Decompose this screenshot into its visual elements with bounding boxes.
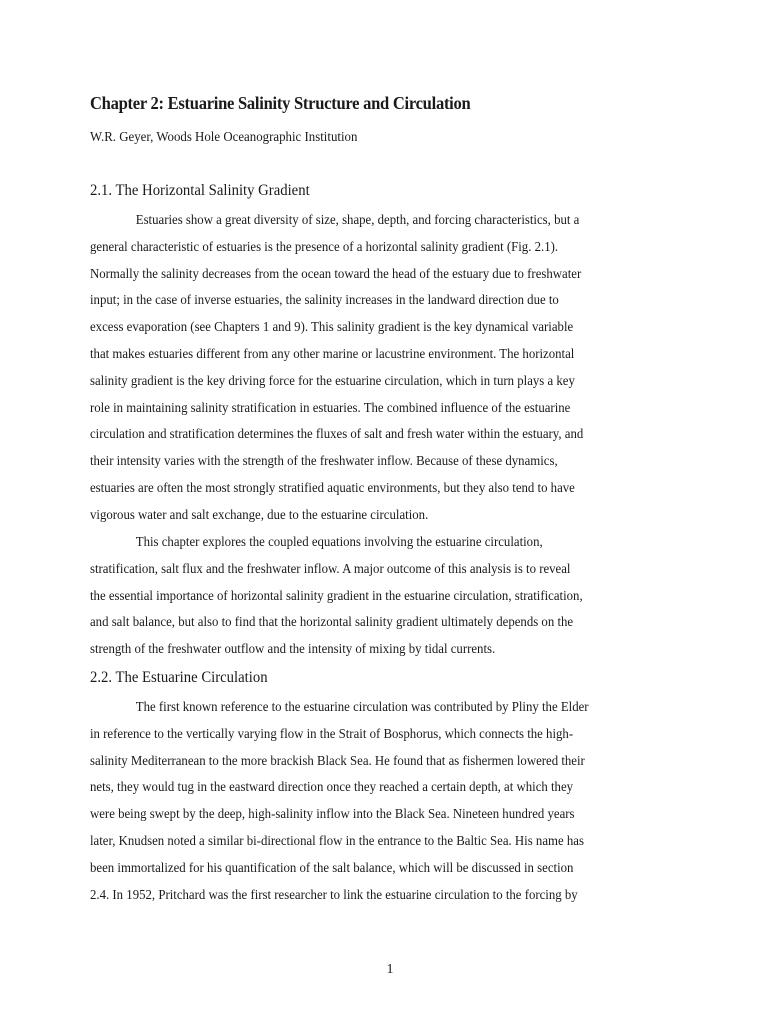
paragraph-line: This chapter explores the coupled equations involving the estuarine circulation, bbox=[135, 535, 543, 550]
paragraph-2-1-b bbox=[90, 530, 682, 664]
paragraph-line: Normally the salinity decreases from the ocean toward the head of the estuary due to freshwater bbox=[90, 266, 582, 282]
paragraph-line: been immortalized for his quantification of the salt balance, which will be discussed in section bbox=[90, 860, 574, 876]
paragraph-line: circulation and stratification determines the fluxes of salt and fresh water within the estuary, and bbox=[90, 427, 584, 443]
paragraph-line: were being swept by the deep, high-salinity inflow into the Black Sea. Nineteen hundred years bbox=[90, 807, 575, 823]
paragraph-line: their intensity varies with the strength of the freshwater inflow. Because of these dynamics, bbox=[90, 454, 558, 470]
paragraph-line: general characteristic of estuaries is the presence of a horizontal salinity gradient (Fig. 2.1). bbox=[90, 239, 559, 255]
paragraph-line: salinity gradient is the key driving force for the estuarine circulation, which in turn plays a key bbox=[90, 373, 575, 389]
paragraph-line: in reference to the vertically varying flow in the Strait of Bosphorus, which connects the high- bbox=[90, 726, 574, 742]
section-heading-2-2: 2.2. The Estuarine Circulation bbox=[90, 669, 268, 686]
document-page bbox=[90, 0, 690, 1024]
paragraph-line: that makes estuaries different from any other marine or lacustrine environment. The horizontal bbox=[90, 346, 575, 362]
chapter-title: Chapter 2: Estuarine Salinity Structure and Circulation bbox=[90, 93, 471, 113]
paragraph-2-1-a bbox=[90, 208, 682, 530]
paragraph-line: vigorous water and salt exchange, due to the estuarine circulation. bbox=[90, 507, 429, 523]
paragraph-2-2-a bbox=[90, 695, 682, 909]
paragraph-line: and salt balance, but also to find that the horizontal salinity gradient ultimately depends on the bbox=[90, 615, 574, 631]
page-number: 1 bbox=[386, 962, 394, 977]
paragraph-line: estuaries are often the most strongly stratified aquatic environments, but they also tend to have bbox=[90, 480, 575, 496]
author-line: W.R. Geyer, Woods Hole Oceanographic Institution bbox=[90, 130, 358, 145]
paragraph-line: role in maintaining salinity stratification in estuaries. The combined influence of the estuarine bbox=[90, 400, 571, 416]
paragraph-line: salinity Mediterranean to the more brackish Black Sea. He found that as fishermen lowered their bbox=[90, 753, 585, 769]
paragraph-line: nets, they would tug in the eastward direction once they reached a certain depth, at which they bbox=[90, 780, 574, 796]
paragraph-line: later, Knudsen noted a similar bi-directional flow in the entrance to the Baltic Sea. His name has bbox=[90, 833, 584, 849]
paragraph-line: strength of the freshwater outflow and the intensity of mixing by tidal currents. bbox=[90, 642, 496, 658]
section-heading-2-1: 2.1. The Horizontal Salinity Gradient bbox=[90, 182, 310, 199]
paragraph-line: The first known reference to the estuarine circulation was contributed by Pliny the Elder bbox=[135, 700, 589, 715]
paragraph-line: input; in the case of inverse estuaries, the salinity increases in the landward direction due to bbox=[90, 293, 559, 309]
paragraph-line: stratification, salt flux and the freshwater inflow. A major outcome of this analysis is to reveal bbox=[90, 561, 571, 577]
paragraph-line: 2.4. In 1952, Pritchard was the first researcher to link the estuarine circulation to the forcing by bbox=[90, 887, 578, 903]
paragraph-line: the essential importance of horizontal salinity gradient in the estuarine circulation, stratification, bbox=[90, 588, 583, 604]
paragraph-line: Estuaries show a great diversity of size, shape, depth, and forcing characteristics, but a bbox=[135, 213, 580, 228]
paragraph-line: excess evaporation (see Chapters 1 and 9). This salinity gradient is the key dynamical variable bbox=[90, 320, 574, 336]
